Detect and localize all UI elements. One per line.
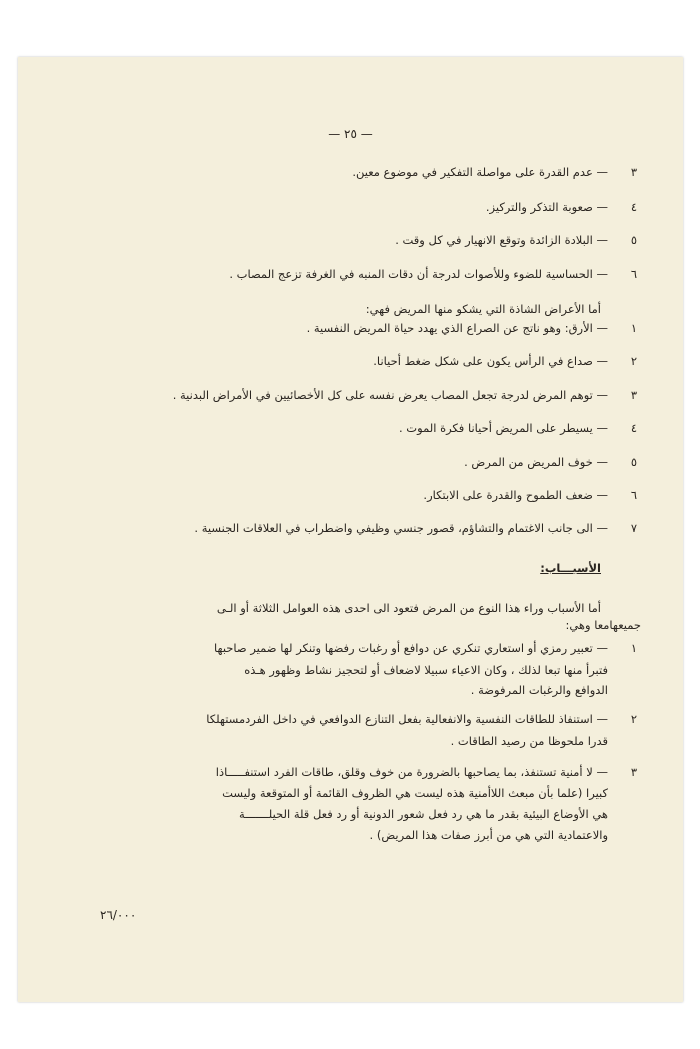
list-item: — توهم المرض لدرجة تجعل المصاب يعرض نفسه على كل الأخصائيين في الأمراض البدنية . xyxy=(172,388,608,402)
list-item: — صداع في الرأس يكون على شكل ضغط أحيانا. xyxy=(373,354,608,368)
list-item: — ضعف الطموح والقدرة على الابتكار. xyxy=(423,488,608,502)
cause-line: هي الأوضاع البيئية بقدر ما هي رد فعل شعور الدونية أو رد فعل قلة الحيلـــــــة xyxy=(239,807,608,821)
cause-line: والاعتمادية التي هي من أبرز صفات هذا المريض) . xyxy=(369,828,608,842)
list-number: ٤ xyxy=(630,421,638,435)
cause-line: — لا أمنية تستنفذ، بما يصاحبها بالضرورة من خوف وقلق، طاقات الفرد استنفـــــاذا xyxy=(215,765,608,779)
list-number: ٣ xyxy=(630,165,638,179)
list-number: ٦ xyxy=(630,267,638,281)
list-number: ٣ xyxy=(630,388,638,402)
page-number: — ٢٥ — xyxy=(328,127,373,141)
list-number: ١ xyxy=(630,641,638,655)
section-heading: الأسبـــاب: xyxy=(540,561,601,575)
list-item: — صعوبة التذكر والتركيز. xyxy=(485,200,608,214)
list-number: ٥ xyxy=(630,233,638,247)
cause-line: — استنفاذ للطاقات النفسية والانفعالية بفعل التنازع الدوافعي في داخل الفردمستهلكا xyxy=(206,712,608,726)
list-item: — خوف المريض من المرض . xyxy=(464,455,608,469)
list-number: ٥ xyxy=(630,455,638,469)
symptoms-intro: أما الأعراض الشاذة التي يشكو منها المريض فهي: xyxy=(365,302,601,316)
causes-intro-line: جميعهامعا وهي: xyxy=(565,618,641,632)
cause-line: قدرا ملحوظا من رصيد الطاقات . xyxy=(450,734,608,748)
list-item: — البلادة الزائدة وتوقع الانهيار في كل وقت . xyxy=(395,233,608,247)
cause-line: — تعبير رمزي أو استعاري تنكري عن دوافع أو رغبات رفضها وتنكر لها ضمير صاحبها xyxy=(214,641,608,655)
list-number: ٤ xyxy=(630,200,638,214)
list-number: ١ xyxy=(630,321,638,335)
list-number: ٧ xyxy=(630,521,638,535)
list-item: — يسيطر على المريض أحيانا فكرة الموت . xyxy=(398,421,608,435)
document-page xyxy=(18,57,683,1002)
cause-line: الدوافع والرغبات المرفوضة . xyxy=(470,683,608,697)
list-number: ٦ xyxy=(630,488,638,502)
list-number: ٣ xyxy=(630,765,638,779)
list-item: — الحساسية للضوء وللأصوات لدرجة أن دقات المنبه في الغرفة تزعج المصاب . xyxy=(229,267,608,281)
cause-line: فتبرأ منها تبعا لذلك ، وكان الاعياء سبيلا لاضعاف أو لتحجيز نشاط وظهور هـذه xyxy=(244,663,608,677)
footer-code: ٢٦/٠٠٠ xyxy=(100,908,137,922)
cause-line: كبيرا (علما بأن مبعث اللاأمنية هذه ليست هي الظروف القائمة أو المتوقعة وليست xyxy=(222,786,608,800)
list-item: — عدم القدرة على مواصلة التفكير في موضوع معين. xyxy=(352,165,608,179)
list-number: ٢ xyxy=(630,712,638,726)
causes-intro-line: أما الأسباب وراء هذا النوع من المرض فتعود الى احدى هذه العوامل الثلاثة أو الـى xyxy=(216,601,601,615)
list-item: — الأرق: وهو ناتج عن الصراع الذي يهدد حياة المريض النفسية . xyxy=(306,321,608,335)
list-item: — الى جانب الاغتمام والتشاؤم، قصور جنسي وظيفي واضطراب في العلاقات الجنسية . xyxy=(194,521,608,535)
list-number: ٢ xyxy=(630,354,638,368)
